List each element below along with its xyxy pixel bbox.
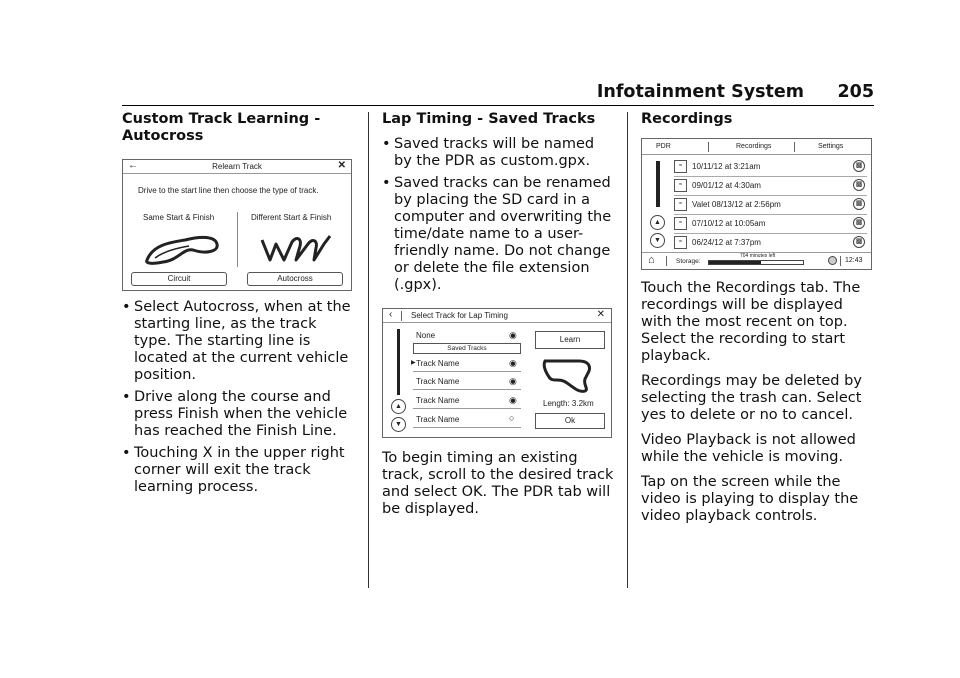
body-paragraph: Touch the Recordings tab. The recordings will be displayed with the most recent on top. Select the recording to start playback. [641, 280, 861, 364]
recording-label: 09/01/12 at 4:30am [692, 181, 761, 190]
ok-button[interactable]: Ok [535, 413, 605, 429]
scroll-down-icon[interactable]: ▼ [391, 417, 406, 432]
radio-selected-icon[interactable]: ◉ [509, 358, 517, 368]
recording-label: Valet 08/13/12 at 2:56pm [692, 200, 781, 209]
tab-divider [708, 142, 709, 152]
bullet-item: • Saved tracks can be renamed by placing the SD card in a computer and overwriting the time/date name to a user-friendly name. Do not change or delete the file extension (.gpx). [382, 175, 614, 294]
recording-thumbnail-icon: ≈ [674, 198, 687, 211]
recording-thumbnail-icon: ≈ [674, 179, 687, 192]
bullet-item: • Drive along the course and press Finish when the vehicle has reached the Finish Line. [122, 389, 354, 440]
learn-button[interactable]: Learn [535, 331, 605, 349]
trash-icon[interactable]: ▩ [853, 179, 865, 191]
section-heading: Recordings [641, 111, 733, 127]
scroll-down-icon[interactable]: ▼ [650, 233, 665, 248]
close-icon[interactable]: ✕ [337, 160, 346, 171]
recording-label: 07/10/12 at 10:05am [692, 219, 766, 228]
tab-divider [794, 142, 795, 152]
tab-pdr[interactable]: PDR [656, 143, 671, 150]
tab-bar [642, 139, 871, 155]
clock: 12:43 [845, 257, 863, 264]
figure-divider [237, 212, 238, 267]
column-custom-track [122, 111, 354, 501]
track-map-icon [539, 355, 599, 395]
autocross-track-icon [258, 230, 338, 268]
scroll-up-icon[interactable]: ▲ [650, 215, 665, 230]
trash-icon[interactable]: ▩ [853, 217, 865, 229]
tab-settings[interactable]: Settings [818, 143, 844, 150]
track-row[interactable]: Track Name [416, 415, 460, 424]
back-chevron-icon[interactable]: ‹ [389, 309, 393, 320]
track-row[interactable]: Track Name [416, 377, 460, 386]
section-heading: Lap Timing - Saved Tracks [382, 111, 596, 127]
scrollbar[interactable] [656, 161, 660, 207]
trash-icon[interactable]: ▩ [853, 160, 865, 172]
recording-label: 10/11/12 at 3:21am [692, 162, 761, 171]
column-divider [627, 112, 628, 588]
figure-title: Relearn Track [212, 162, 262, 171]
current-row-indicator-icon: ▶ [411, 360, 416, 366]
row-divider [413, 389, 521, 390]
option-same-start: Same Start & Finish [143, 213, 215, 222]
select-track-figure [382, 308, 612, 438]
recording-row[interactable] [674, 158, 867, 177]
radio-selected-icon[interactable]: ◉ [509, 376, 517, 386]
scroll-up-icon[interactable]: ▲ [391, 399, 406, 414]
recording-row[interactable] [674, 196, 867, 215]
recordings-figure [641, 138, 872, 270]
column-divider [368, 112, 369, 588]
storage-bar-fill [709, 261, 761, 264]
recording-thumbnail-icon: ≈ [674, 217, 687, 230]
figure-title: Select Track for Lap Timing [411, 311, 508, 320]
recording-row[interactable] [674, 234, 867, 253]
back-arrow-icon[interactable]: ← [128, 160, 138, 171]
status-divider [840, 256, 841, 266]
scrollbar[interactable] [397, 329, 400, 395]
status-divider [666, 256, 667, 266]
figure-prompt: Drive to the start line then choose the type of track. [138, 186, 319, 195]
bullet-item: • Touching X in the upper right corner will exit the track learning process. [122, 445, 354, 496]
bullet-list [382, 136, 614, 294]
column-recordings [641, 111, 873, 533]
track-length: Length: 3.2km [543, 399, 594, 408]
storage-bar [708, 260, 804, 265]
tab-recordings[interactable]: Recordings [736, 143, 772, 150]
figure-titlebar [123, 160, 351, 174]
trash-icon[interactable]: ▩ [853, 198, 865, 210]
bullet-list [122, 299, 354, 496]
storage-remaining: 704 minutes left [740, 253, 776, 259]
row-divider [413, 427, 521, 428]
page-number: 205 [837, 82, 874, 102]
body-paragraph: Video Playback is not allowed while the vehicle is moving. [641, 432, 856, 465]
figure-titlebar [383, 309, 611, 323]
column-lap-timing [382, 111, 614, 526]
radio-selected-icon[interactable]: ◉ [509, 330, 517, 340]
storage-label: Storage: [676, 258, 701, 265]
home-icon[interactable]: ⌂ [648, 254, 655, 266]
relearn-track-figure [122, 159, 352, 291]
saved-tracks-label: Saved Tracks [413, 343, 521, 354]
body-paragraph: Recordings may be deleted by selecting the trash can. Select yes to delete or no to cancel. [641, 373, 862, 423]
option-different-start: Different Start & Finish [251, 213, 332, 222]
circuit-button[interactable]: Circuit [131, 272, 227, 286]
bullet-item: • Select Autocross, when at the starting line, as the track type. The starting line is located at the current vehicle position. [122, 299, 354, 384]
none-option[interactable]: None [416, 331, 436, 340]
autocross-button[interactable]: Autocross [247, 272, 343, 286]
recordings-list [674, 158, 867, 253]
close-icon[interactable]: ✕ [596, 309, 605, 320]
row-divider [413, 371, 521, 372]
header-title: Infotainment System [596, 82, 804, 102]
recording-label: 06/24/12 at 7:37pm [692, 238, 761, 247]
body-paragraph: To begin timing an existing track, scroll to the desired track and select OK. The PDR tab will be displayed. [382, 450, 614, 517]
record-indicator-icon [828, 256, 837, 265]
body-paragraph: Tap on the screen while the video is playing to display the video playback controls. [641, 474, 859, 524]
titlebar-divider [401, 311, 402, 321]
recording-row[interactable] [674, 215, 867, 234]
status-bar [642, 252, 871, 269]
recording-thumbnail-icon: ≈ [674, 236, 687, 249]
track-row[interactable]: Track Name [416, 396, 460, 405]
radio-selected-icon[interactable]: ◉ [509, 395, 517, 405]
recording-row[interactable] [674, 177, 867, 196]
track-row[interactable]: Track Name [416, 359, 460, 368]
radio-empty-icon[interactable]: ○ [509, 413, 515, 423]
section-heading: Custom Track Learning - Autocross [122, 111, 321, 144]
row-divider [413, 408, 521, 409]
circuit-track-icon [143, 230, 223, 268]
page-header [122, 80, 874, 106]
trash-icon[interactable]: ▩ [853, 236, 865, 248]
recording-thumbnail-icon: ≈ [674, 160, 687, 173]
bullet-item: • Saved tracks will be named by the PDR as custom.gpx. [382, 136, 614, 170]
